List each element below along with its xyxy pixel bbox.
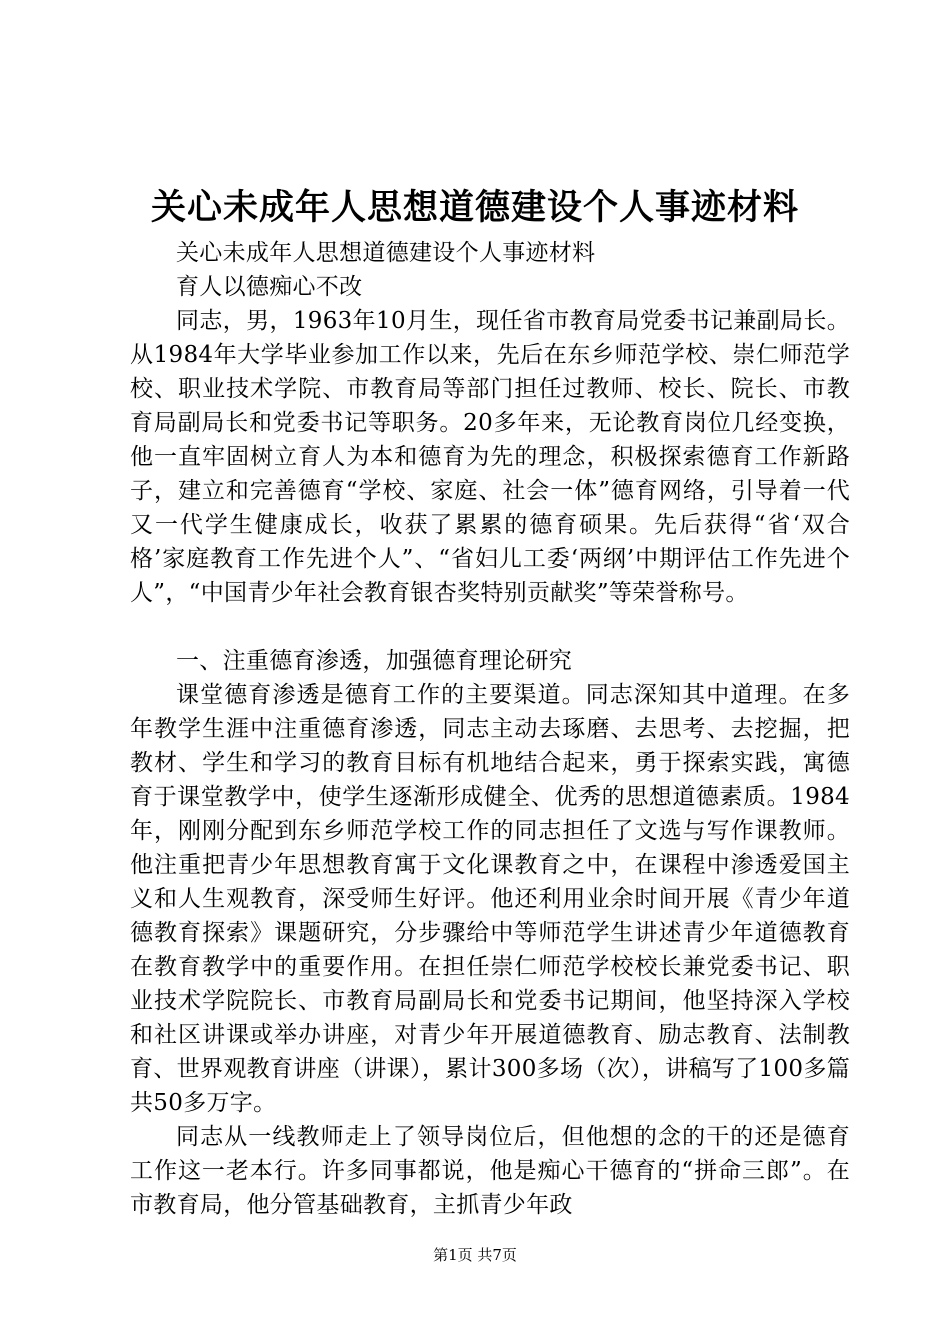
body-paragraph: 同志从一线教师走上了领导岗位后，但他想的念的干的还是德育工作这一老本行。许多同事都说，他是痴心干德育的“拼命三郎”。在市教育局，他分管基础教育，主抓青少年政 — [130, 1124, 850, 1218]
document-body — [130, 236, 850, 1222]
body-paragraph: 课堂德育渗透是德育工作的主要渠道。同志深知其中道理。在多年教学生涯中注重德育渗透，同志主动去琢磨、去思考、去挖掘，把教材、学生和学习的教育目标有机地结合起来，勇于探索实践，寓德育于课堂教学中，使学生逐渐形成健全、优秀的思想道德素质。1984年，刚刚分配到东乡师范学校工作的同志担任了文选与写作课教师。他注重把青少年思想教育寓于文化课教育之中，在课程中渗透爱国主义和人生观教育，深受师生好评。他还利用业余时间开展《青少年道德教育探索》课题研究，分步骤给中等师范学生讲述青少年道德教育在教育教学中的重要作用。在担任崇仁师范学校校长兼党委书记、职业技术学院院长、市教育局副局长和党委书记期间，他坚持深入学校和社区讲课或举办讲座，对青少年开展道德教育、励志教育、法制教育、世界观教育讲座（讲课），累计300多场（次），讲稿写了100多篇共50多万字。 — [130, 682, 850, 1116]
section-heading: 一、注重德育渗透，加强德育理论研究 — [176, 648, 573, 674]
subtitle-paragraph: 关心未成年人思想道德建设个人事迹材料 — [176, 240, 596, 266]
intro-paragraph: 同志，男，1963年10月生，现任省市教育局党委书记兼副局长。从1984年大学毕业参加工作以来，先后在东乡师范学校、崇仁师范学校、职业技术学院、市教育局等部门担任过教师、校长、院长、市教育局副局长和党委书记等职务。20多年来，无论教育岗位几经变换，他一直牢固树立育人为本和德育为先的理念，积极探索德育工作新路子，建立和完善德育“学校、家庭、社会一体”德育网络，引导着一代又一代学生健康成长，收获了累累的德育硕果。先后获得“省‘双合格’家庭教育工作先进个人”、“省妇儿工委‘两纲’中期评估工作先进个人”，“中国青少年社会教育银杏奖特别贡献奖”等荣誉称号。 — [130, 308, 850, 606]
document-title: 关心未成年人思想道德建设个人事迹材料 — [150, 187, 799, 228]
page-number-footer: 第1页 共7页 — [433, 1246, 517, 1264]
motto-paragraph: 育人以德痴心不改 — [176, 274, 363, 300]
